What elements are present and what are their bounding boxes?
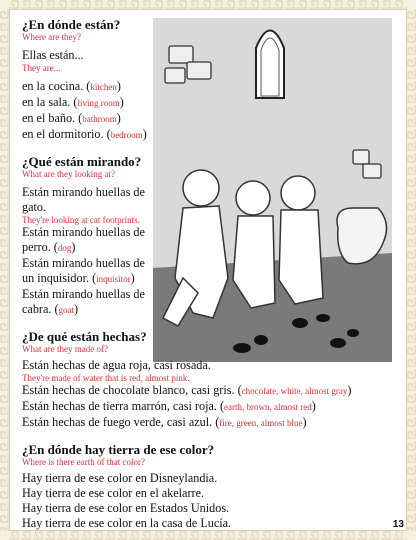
answer-line: Hay tierra de ese color en Estados Unidos.: [22, 501, 230, 515]
intro-translation: They are...: [22, 63, 61, 73]
answer-translation: They're made of water that is red, almost pink.: [22, 373, 190, 383]
question-translation: Where are they?: [22, 32, 81, 42]
greek-key-border-right: [407, 9, 416, 531]
intro-line: Ellas están...: [22, 48, 84, 62]
answer-translation: They're looking at cat footprints.: [22, 215, 140, 225]
page-number: 13: [392, 519, 404, 530]
vocab-note: inquisitor: [96, 274, 131, 284]
greek-key-border-top: [9, 0, 407, 9]
answer-line: gato.: [22, 200, 47, 214]
answer-line: Hay tierra de ese color en Disneylandia.: [22, 471, 218, 485]
vocab-note: bedroom: [110, 130, 143, 140]
question-translation: What are they looking at?: [22, 169, 115, 179]
answer-line: un inquisidor. (inquisitor): [22, 271, 135, 285]
vocab-note: goat: [58, 305, 75, 315]
location-line: en el baño. (bathroom): [22, 111, 121, 125]
answer-line: cabra. (goat): [22, 302, 79, 316]
location-line: en el dormitorio. (bedroom): [22, 127, 147, 141]
answer-line: perro. (dog): [22, 240, 76, 254]
question-translation: What are they made of?: [22, 344, 108, 354]
vocab-note: fire, green, almost blue: [219, 418, 303, 428]
vocab-note: kitchen: [90, 82, 117, 92]
answer-line: Están mirando huellas de: [22, 256, 145, 270]
answer-line: Están mirando huellas de: [22, 287, 145, 301]
question-heading: ¿Qué están mirando?: [22, 154, 142, 169]
greek-key-border-bottom: [9, 531, 407, 540]
vocab-note: dog: [57, 243, 72, 253]
question-translation: Where is there earth of that color?: [22, 457, 145, 467]
answer-line: Hay tierra de ese color en la casa de Lucía.: [22, 516, 232, 530]
answer-line: Hay tierra de ese color en el akelarre.: [22, 486, 205, 500]
answer-line: Están mirando huellas de: [22, 185, 145, 199]
question-heading: ¿De qué están hechas?: [22, 329, 147, 344]
location-line: en la cocina. (kitchen): [22, 79, 121, 93]
vocab-note: living room: [77, 98, 120, 108]
answer-line: Están mirando huellas de: [22, 225, 145, 239]
page-content: [22, 18, 392, 531]
question-heading: ¿En dónde hay tierra de ese color?: [22, 442, 215, 457]
vocab-note: bathroom: [82, 114, 117, 124]
vocab-note: earth, brown, almost red: [224, 402, 312, 412]
vocab-note: chocolate, white, almost gray: [241, 386, 348, 396]
answer-line: Están hechas de tierra marrón, casi roja. (earth, brown, almost red): [22, 399, 316, 413]
answer-line: Están hechas de agua roja, casi rosada.: [22, 358, 211, 372]
answer-line: Están hechas de chocolate blanco, casi gris. (chocolate, white, almost gray): [22, 383, 352, 397]
question-heading: ¿En dónde están?: [22, 17, 121, 32]
answer-line: Están hechas de fuego verde, casi azul. (fire, green, almost blue): [22, 415, 307, 429]
location-line: en la sala. (living room): [22, 95, 124, 109]
greek-key-border-left: [0, 9, 9, 531]
